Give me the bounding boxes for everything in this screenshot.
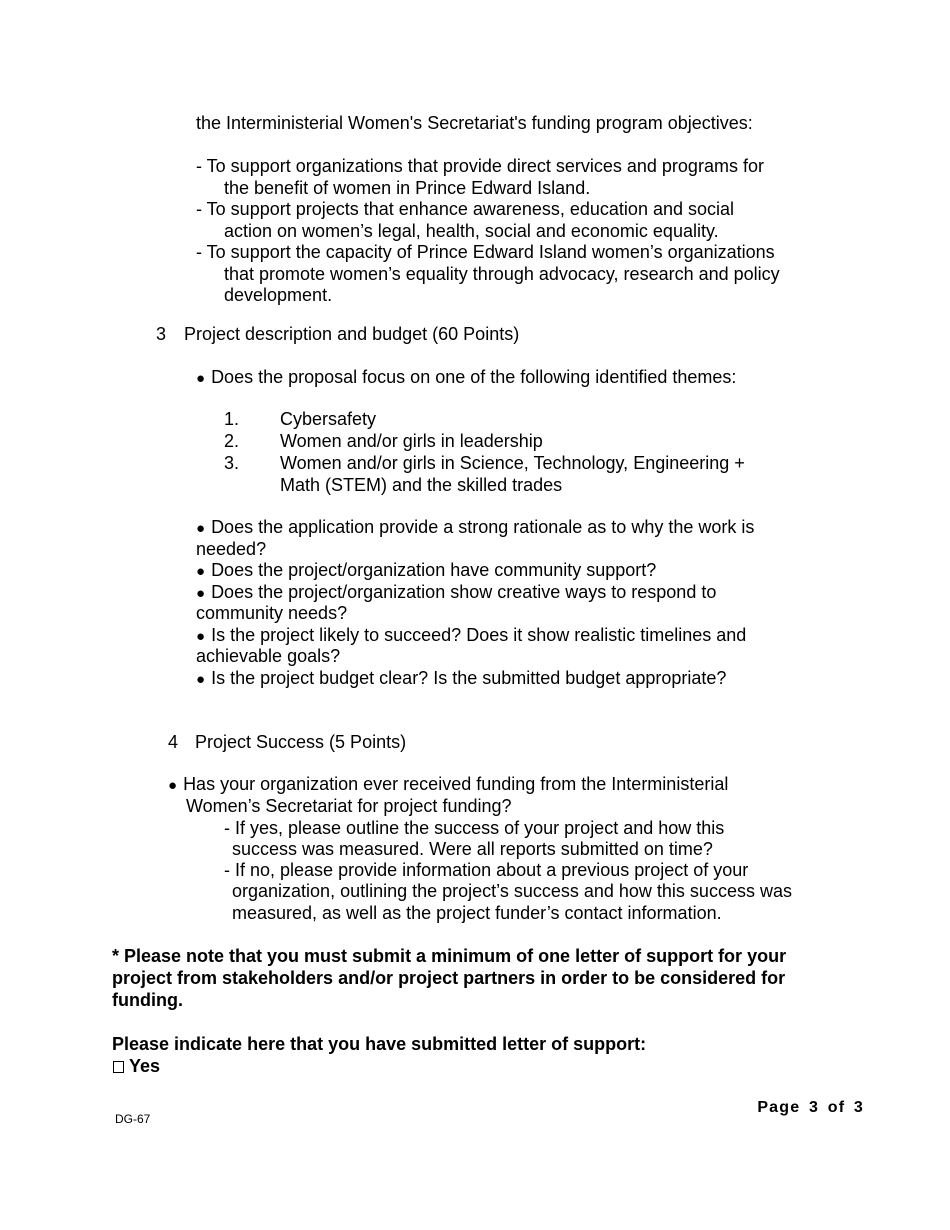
note-line-1: * Please note that you must submit a minimum of one letter of support for your [112, 946, 787, 966]
funding-question-line-2: Women’s Secretariat for project funding? [186, 796, 512, 816]
theme-3-number: 3. [224, 453, 240, 473]
objectives-intro: the Interministerial Women's Secretariat's funding program objectives: [196, 113, 753, 133]
themes-question: ● Does the proposal focus on one of the following identified themes: [196, 366, 736, 390]
theme-1-number: 1. [224, 409, 240, 429]
if-no-line-2: organization, outlining the project’s success and how this success was [232, 881, 792, 901]
if-no-line-1: - If no, please provide information about a previous project of your [224, 860, 749, 880]
form-code: DG-67 [115, 1112, 151, 1126]
question-budget: ● Is the project budget clear? Is the submitted budget appropriate? [196, 667, 726, 691]
objective-3-line-2: that promote women’s equality through advocacy, research and policy [224, 264, 780, 284]
note-line-3: funding. [112, 990, 183, 1010]
question-succeed-line-1: ● Is the project likely to succeed? Does it show realistic timelines and [196, 624, 746, 648]
question-community-support: ● Does the project/organization have community support? [196, 559, 656, 583]
objective-2-line-1: - To support projects that enhance awareness, education and social [196, 199, 735, 219]
question-rationale-line-1: ● Does the application provide a strong rationale as to why the work is [196, 516, 754, 540]
note-line-2: project from stakeholders and/or project partners in order to be considered for [112, 968, 786, 988]
theme-3-text-line-1: Women and/or girls in Science, Technology, Engineering + [280, 453, 745, 473]
objective-2-line-2: action on women’s legal, health, social and economic equality. [224, 221, 719, 241]
theme-1-text: Cybersafety [280, 409, 377, 429]
theme-2-text: Women and/or girls in leadership [280, 431, 543, 451]
objective-1-line-1: - To support organizations that provide direct services and programs for [196, 156, 764, 176]
section-4-title: Project Success (5 Points) [195, 732, 407, 752]
indicate-label: Please indicate here that you have submitted letter of support: [112, 1034, 647, 1054]
letter-of-support-checkbox[interactable] [113, 1061, 124, 1073]
section-3-number: 3 [156, 324, 167, 344]
page-number: Page 3 of 3 [757, 1099, 864, 1116]
question-creative-line-2: community needs? [196, 603, 348, 623]
objective-3-line-3: development. [224, 285, 333, 305]
theme-2-number: 2. [224, 431, 240, 451]
if-yes-line-2: success was measured. Were all reports submitted on time? [232, 839, 713, 859]
yes-label: Yes [129, 1056, 161, 1076]
objective-1-line-2: the benefit of women in Prince Edward Island. [224, 178, 591, 198]
objective-3-line-1: - To support the capacity of Prince Edward Island women’s organizations [196, 242, 775, 262]
question-succeed-line-2: achievable goals? [196, 646, 341, 666]
if-yes-line-1: - If yes, please outline the success of your project and how this [224, 818, 725, 838]
section-3-title: Project description and budget (60 Points) [184, 324, 520, 344]
funding-question-line-1: ● Has your organization ever received funding from the Interministerial [168, 773, 728, 797]
question-creative-line-1: ● Does the project/organization show creative ways to respond to [196, 581, 716, 605]
question-rationale-line-2: needed? [196, 539, 267, 559]
section-4-number: 4 [168, 732, 179, 752]
if-no-line-3: measured, as well as the project funder’s contact information. [232, 903, 722, 923]
theme-3-text-line-2: Math (STEM) and the skilled trades [280, 475, 563, 495]
